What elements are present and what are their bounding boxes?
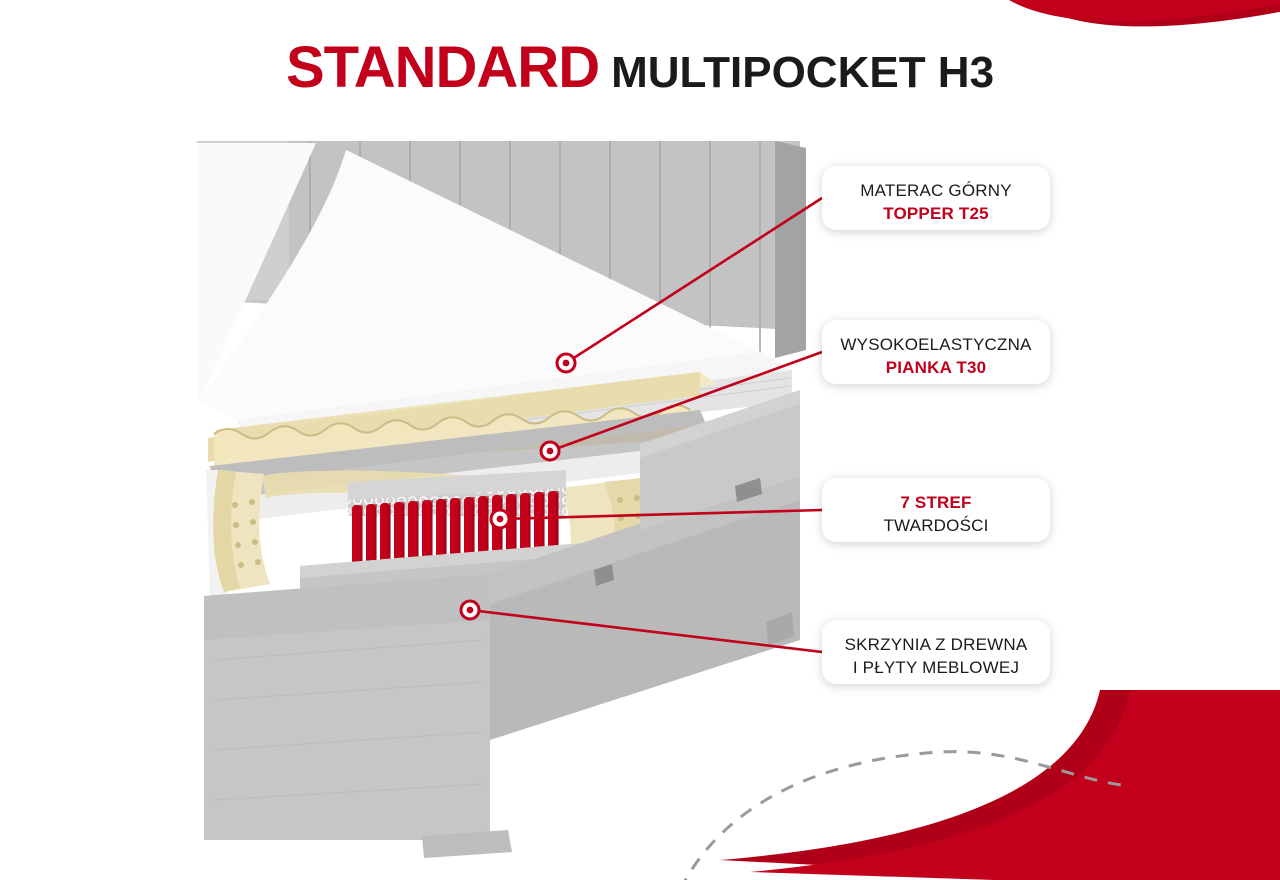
callout-line-1: 7 STREF [900, 493, 972, 512]
callout-line-2: TOPPER T25 [883, 203, 989, 223]
callout-line-1: SKRZYNIA Z DREWNA [844, 635, 1028, 654]
callout-line-2: TWARDOŚCI [883, 515, 989, 535]
leader-line-2 [500, 510, 822, 519]
callout-line-2: I PŁYTY MEBLOWEJ [852, 657, 1020, 677]
page-title [0, 34, 1280, 101]
callout-topper [822, 166, 1050, 230]
callout-dot-1 [541, 442, 559, 460]
callout-zones [822, 478, 1050, 542]
callout-line-1: MATERAC GÓRNY [860, 181, 1012, 200]
leader-line-1 [550, 352, 822, 451]
leader-line-0 [566, 198, 822, 363]
callout-dot-3 [461, 601, 479, 619]
title-brand: STANDARD [285, 35, 600, 100]
leader-line-3 [470, 610, 822, 652]
callout-dots [461, 354, 575, 619]
callout-box-base [822, 620, 1050, 684]
callout-dot-2 [491, 510, 509, 528]
callout-line-1: WYSOKOELASTYCZNA [840, 335, 1032, 354]
title-model: MULTIPOCKET H3 [611, 48, 995, 97]
callout-dot-0 [557, 354, 575, 372]
callout-foam [822, 320, 1050, 384]
callout-line-2: PIANKA T30 [885, 357, 987, 377]
